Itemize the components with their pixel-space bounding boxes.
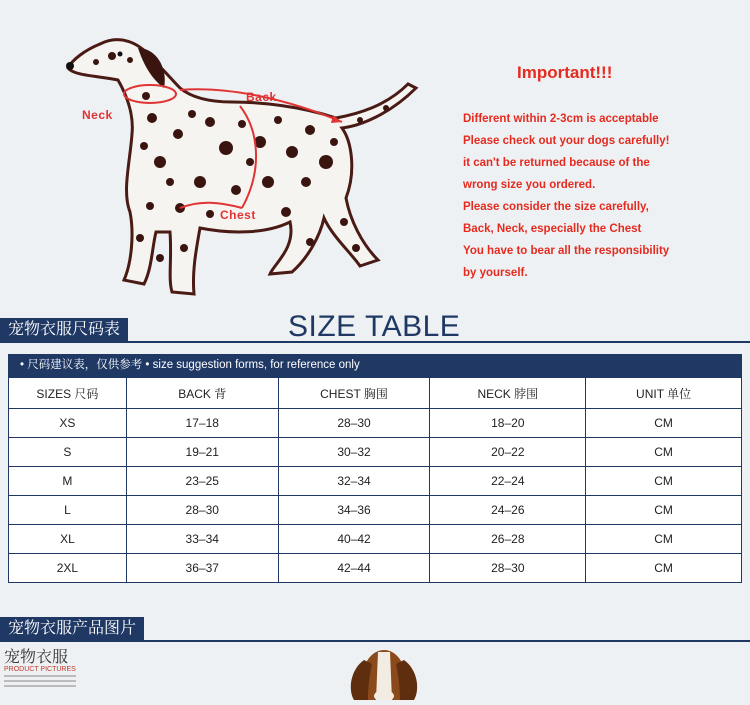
neck-cell: 22–24 <box>430 467 586 496</box>
neck-label: Neck <box>82 108 113 122</box>
important-line: it can't be returned because of the <box>463 157 650 169</box>
important-line: Please consider the size carefully, <box>463 201 649 213</box>
unit-cell: CM <box>586 467 742 496</box>
size-cell: 2XL <box>9 554 127 583</box>
important-line: You have to bear all the responsibility <box>463 245 670 257</box>
product-pictures-section-tag: 宠物衣服产品图片 <box>0 617 144 641</box>
chest-cell: 42–44 <box>278 554 430 583</box>
back-cell: 33–34 <box>126 525 278 554</box>
important-line: Different within 2-3cm is acceptable <box>463 113 659 125</box>
unit-cell: CM <box>586 438 742 467</box>
pet-photo <box>344 640 424 700</box>
unit-cell: CM <box>586 554 742 583</box>
neck-cell: 20–22 <box>430 438 586 467</box>
table-note-bar <box>8 354 742 377</box>
header-cell-unit: UNIT 单位 <box>586 378 742 409</box>
important-line: Please check out your dogs carefully! <box>463 135 670 147</box>
unit-cell: CM <box>586 525 742 554</box>
dog-measurement-diagram <box>60 22 440 312</box>
important-line: by yourself. <box>463 267 528 279</box>
important-line: wrong size you ordered. <box>463 179 596 191</box>
logo-english-text: PRODUCT PICTURES <box>4 666 76 673</box>
unit-cell: CM <box>586 409 742 438</box>
header-cell-back: BACK 背 <box>126 378 278 409</box>
back-cell: 17–18 <box>126 409 278 438</box>
chest-cell: 40–42 <box>278 525 430 554</box>
important-line: Back, Neck, especially the Chest <box>463 223 642 235</box>
size-table <box>8 377 742 583</box>
logo-chinese-text: 宠物衣服 <box>4 649 69 666</box>
chest-cell: 32–34 <box>278 467 430 496</box>
chest-cell: 34–36 <box>278 496 430 525</box>
important-title: Important!!! <box>517 63 613 82</box>
size-cell: S <box>9 438 127 467</box>
size-table-section-tag: 宠物衣服尺码表 <box>0 318 128 342</box>
logo-fine-print <box>4 675 76 690</box>
header-cell-neck: NECK 脖围 <box>430 378 586 409</box>
table-row <box>9 554 742 583</box>
back-cell: 19–21 <box>126 438 278 467</box>
neck-cell: 28–30 <box>430 554 586 583</box>
back-label: Back <box>246 90 277 104</box>
neck-cell: 24–26 <box>430 496 586 525</box>
header-cell-sizes: SIZES 尺码 <box>9 378 127 409</box>
table-row <box>9 438 742 467</box>
back-cell: 36–37 <box>126 554 278 583</box>
size-table-title: SIZE TABLE <box>288 310 461 343</box>
chest-label: Chest <box>220 208 256 222</box>
back-cell: 28–30 <box>126 496 278 525</box>
back-cell: 23–25 <box>126 467 278 496</box>
table-header-row <box>9 378 742 409</box>
size-cell: XL <box>9 525 127 554</box>
neck-cell: 26–28 <box>430 525 586 554</box>
chest-cell: 30–32 <box>278 438 430 467</box>
dalmatian-illustration <box>60 22 440 312</box>
size-cell: XS <box>9 409 127 438</box>
table-row <box>9 525 742 554</box>
chest-cell: 28–30 <box>278 409 430 438</box>
neck-cell: 18–20 <box>430 409 586 438</box>
size-cell: L <box>9 496 127 525</box>
basset-hound-image <box>344 640 424 700</box>
table-row <box>9 409 742 438</box>
unit-cell: CM <box>586 496 742 525</box>
header-cell-chest: CHEST 胸围 <box>278 378 430 409</box>
table-note-text: • 尺码建议表，仅供参考 • size suggestion forms, for reference only <box>20 359 360 371</box>
table-row <box>9 496 742 525</box>
size-cell: M <box>9 467 127 496</box>
table-row <box>9 467 742 496</box>
important-notice <box>463 108 750 284</box>
